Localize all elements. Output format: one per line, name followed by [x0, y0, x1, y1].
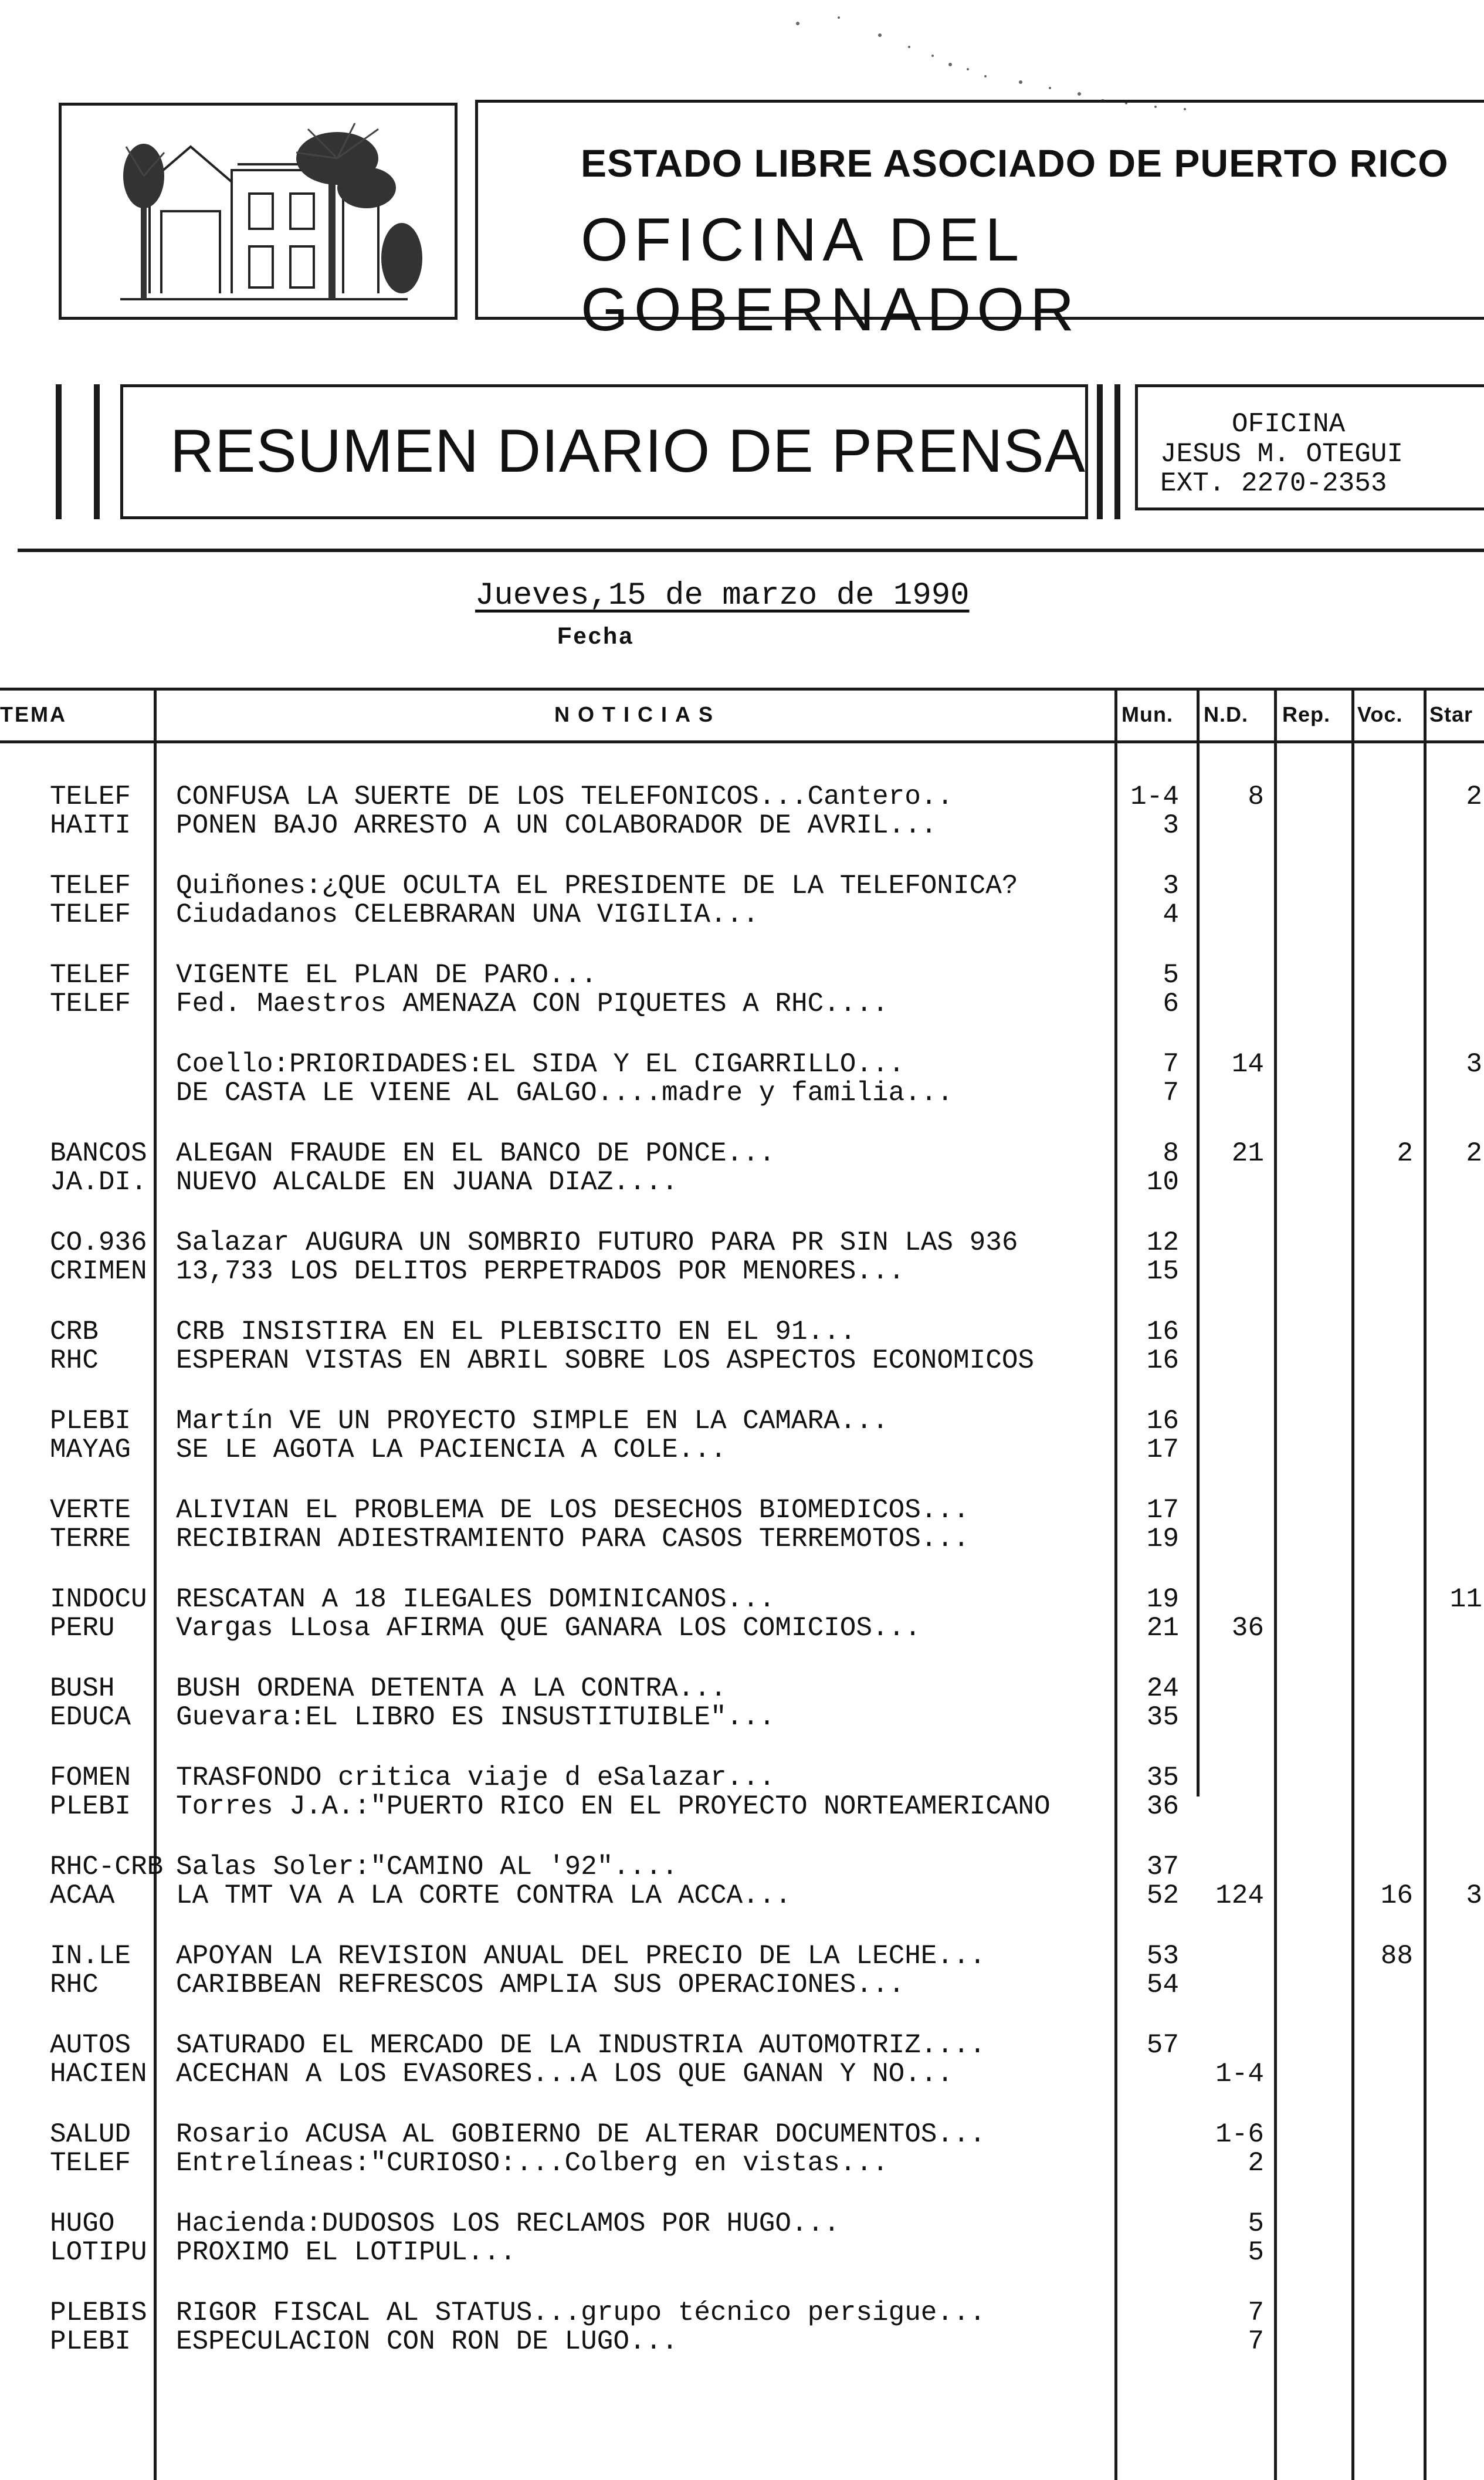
row-mun: 16: [1146, 1317, 1179, 1347]
row-star: 3: [1466, 1049, 1482, 1080]
row-noticia: TRASFONDO critica viaje d eSalazar...: [176, 1762, 775, 1793]
row-tema: AUTOS: [50, 2030, 131, 2061]
row-mun: 54: [1146, 1970, 1179, 2000]
logo-frame: [59, 103, 458, 320]
row-tema: PLEBI: [50, 2326, 131, 2357]
row-mun: 16: [1146, 1345, 1179, 1376]
row-tema: INDOCU: [50, 1584, 147, 1615]
row-tema: BUSH: [50, 1673, 115, 1704]
row-nd: 7: [1248, 2298, 1264, 2328]
row-nd: 7: [1248, 2326, 1264, 2357]
column-divider-noticias: [1114, 688, 1117, 2480]
row-tema: PLEBIS: [50, 2298, 147, 2328]
row-voc: 88: [1380, 1941, 1413, 1971]
office-name: OFICINA DEL GOBERNADOR: [581, 206, 1080, 344]
column-divider-nd: [1274, 688, 1277, 2480]
row-tema: PLEBI: [50, 1791, 131, 1822]
row-noticia: BUSH ORDENA DETENTA A LA CONTRA...: [176, 1673, 727, 1704]
row-tema: TELEF: [50, 2148, 131, 2178]
row-tema: SALUD: [50, 2119, 131, 2150]
row-star: 11: [1449, 1584, 1482, 1615]
row-nd: 124: [1215, 1880, 1264, 1911]
row-nd: 8: [1248, 781, 1264, 812]
column-divider-rep: [1351, 688, 1354, 2480]
row-mun: 19: [1146, 1584, 1179, 1615]
row-tema: LOTIPU: [50, 2237, 147, 2268]
summary-title: RESUMEN DIARIO DE PRENSA: [170, 417, 1086, 485]
row-voc: 2: [1397, 1138, 1413, 1169]
row-mun: 16: [1146, 1406, 1179, 1436]
row-tema: MAYAG: [50, 1434, 131, 1465]
row-mun: 37: [1146, 1852, 1179, 1882]
column-header-nd: N.D.: [1204, 702, 1248, 726]
row-tema: TELEF: [50, 960, 131, 990]
row-tema: TELEF: [50, 871, 131, 901]
row-tema: RHC: [50, 1345, 99, 1376]
column-header-noticias: NOTICIAS: [554, 702, 721, 726]
row-mun: 12: [1146, 1227, 1179, 1258]
row-noticia: ALIVIAN EL PROBLEMA DE LOS DESECHOS BIOMEDICOS...: [176, 1495, 970, 1525]
row-tema: VERTE: [50, 1495, 131, 1525]
row-noticia: APOYAN LA REVISION ANUAL DEL PRECIO DE LA LECHE...: [176, 1941, 986, 1971]
row-noticia: Martín VE UN PROYECTO SIMPLE EN LA CAMARA...: [176, 1406, 889, 1436]
row-tema: CRIMEN: [50, 1256, 147, 1287]
row-mun: 7: [1163, 1078, 1179, 1108]
row-tema: RHC: [50, 1970, 99, 2000]
row-tema: TELEF: [50, 989, 131, 1019]
row-noticia: Quiñones:¿QUE OCULTA EL PRESIDENTE DE LA TELEFONICA?: [176, 871, 1018, 901]
row-mun: 3: [1163, 871, 1179, 901]
row-nd: 2: [1248, 2148, 1264, 2178]
contact-line-3: EXT. 2270-2353: [1160, 468, 1387, 499]
column-header-mun: Mun.: [1122, 702, 1173, 726]
row-mun: 19: [1146, 1524, 1179, 1554]
banner-bar-left-1: [56, 384, 62, 519]
row-mun: 7: [1163, 1049, 1179, 1080]
column-header-tema: TEMA: [0, 702, 67, 726]
row-tema: ACAA: [50, 1880, 115, 1911]
row-nd: 1-6: [1215, 2119, 1264, 2150]
row-noticia: RECIBIRAN ADIESTRAMIENTO PARA CASOS TERREMOTOS...: [176, 1524, 970, 1554]
row-noticia: NUEVO ALCALDE EN JUANA DIAZ....: [176, 1167, 678, 1197]
row-tema: RHC-CRB: [50, 1852, 164, 1882]
row-mun: 52: [1146, 1880, 1179, 1911]
row-noticia: SATURADO EL MERCADO DE LA INDUSTRIA AUTOMOTRIZ....: [176, 2030, 986, 2061]
row-noticia: Torres J.A.:"PUERTO RICO EN EL PROYECTO NORTEAMERICANO: [176, 1791, 1051, 1822]
column-divider-tema: [154, 688, 157, 2480]
column-header-rep: Rep.: [1282, 702, 1331, 726]
row-star: 3: [1466, 1880, 1482, 1911]
row-mun: 53: [1146, 1941, 1179, 1971]
row-mun: 24: [1146, 1673, 1179, 1704]
row-star: 2: [1466, 1138, 1482, 1169]
row-noticia: RIGOR FISCAL AL STATUS...grupo técnico persigue...: [176, 2298, 986, 2328]
row-noticia: ACECHAN A LOS EVASORES...A LOS QUE GANAN Y NO...: [176, 2059, 954, 2089]
row-noticia: ESPECULACION CON RON DE LUGO...: [176, 2326, 678, 2357]
row-noticia: CONFUSA LA SUERTE DE LOS TELEFONICOS...Cantero..: [176, 781, 954, 812]
row-noticia: DE CASTA LE VIENE AL GALGO....madre y familia...: [176, 1078, 954, 1108]
row-tema: TERRE: [50, 1524, 131, 1554]
row-noticia: CRB INSISTIRA EN EL PLEBISCITO EN EL 91...: [176, 1317, 856, 1347]
row-nd: 1-4: [1215, 2059, 1264, 2089]
row-mun: 57: [1146, 2030, 1179, 2061]
row-tema: TELEF: [50, 899, 131, 930]
contact-line-1: OFICINA: [1232, 409, 1346, 439]
row-noticia: CARIBBEAN REFRESCOS AMPLIA SUS OPERACIONES...: [176, 1970, 905, 2000]
row-tema: CO.936: [50, 1227, 147, 1258]
row-noticia: 13,733 LOS DELITOS PERPETRADOS POR MENORES...: [176, 1256, 905, 1287]
row-noticia: Entrelíneas:"CURIOSO:...Colberg en vistas...: [176, 2148, 889, 2178]
row-voc: 16: [1380, 1880, 1413, 1911]
row-nd: 21: [1231, 1138, 1264, 1169]
row-noticia: ALEGAN FRAUDE EN EL BANCO DE PONCE...: [176, 1138, 775, 1169]
row-tema: HUGO: [50, 2208, 115, 2239]
table-header-top-rule: [0, 688, 1484, 691]
banner-bar-right-1: [1097, 384, 1103, 519]
row-mun: 15: [1146, 1256, 1179, 1287]
row-mun: 3: [1163, 810, 1179, 841]
row-mun: 21: [1146, 1613, 1179, 1643]
row-tema: FOMEN: [50, 1762, 131, 1793]
row-nd: 5: [1248, 2208, 1264, 2239]
row-tema: PERU: [50, 1613, 115, 1643]
row-tema: HAITI: [50, 810, 131, 841]
date-label: Fecha: [557, 623, 634, 649]
row-noticia: Hacienda:DUDOSOS LOS RECLAMOS POR HUGO...: [176, 2208, 840, 2239]
row-noticia: Guevara:EL LIBRO ES INSUSTITUIBLE"...: [176, 1702, 775, 1733]
row-nd: 14: [1231, 1049, 1264, 1080]
row-mun: 10: [1146, 1167, 1179, 1197]
row-mun: 35: [1146, 1762, 1179, 1793]
row-noticia: PROXIMO EL LOTIPUL...: [176, 2237, 516, 2268]
agency-name: ESTADO LIBRE ASOCIADO DE PUERTO RICO: [581, 141, 1449, 185]
governor-house-logo: [62, 106, 455, 317]
row-mun: 1-4: [1130, 781, 1179, 812]
report-date: Jueves,15 de marzo de 1990: [475, 578, 970, 614]
row-noticia: Salas Soler:"CAMINO AL '92"....: [176, 1852, 678, 1882]
row-mun: 5: [1163, 960, 1179, 990]
row-mun: 4: [1163, 899, 1179, 930]
row-mun: 8: [1163, 1138, 1179, 1169]
row-tema: PLEBI: [50, 1406, 131, 1436]
row-tema: HACIEN: [50, 2059, 147, 2089]
row-mun: 17: [1146, 1434, 1179, 1465]
row-noticia: RESCATAN A 18 ILEGALES DOMINICANOS...: [176, 1584, 775, 1615]
row-tema: BANCOS: [50, 1138, 147, 1169]
row-tema: JA.DI.: [50, 1167, 147, 1197]
row-noticia: Rosario ACUSA AL GOBIERNO DE ALTERAR DOCUMENTOS...: [176, 2119, 986, 2150]
row-noticia: PONEN BAJO ARRESTO A UN COLABORADOR DE AVRIL...: [176, 810, 937, 841]
banner-bar-left-2: [94, 384, 100, 519]
row-tema: TELEF: [50, 781, 131, 812]
row-star: 2: [1466, 781, 1482, 812]
row-mun: 6: [1163, 989, 1179, 1019]
row-noticia: Vargas LLosa AFIRMA QUE GANARA LOS COMICIOS...: [176, 1613, 921, 1643]
row-noticia: Salazar AUGURA UN SOMBRIO FUTURO PARA PR SIN LAS 936: [176, 1227, 1018, 1258]
row-noticia: Fed. Maestros AMENAZA CON PIQUETES A RHC....: [176, 989, 889, 1019]
banner-bar-right-2: [1114, 384, 1120, 519]
column-header-voc: Voc.: [1357, 702, 1403, 726]
header-rule: [18, 549, 1484, 552]
row-noticia: VIGENTE EL PLAN DE PARO...: [176, 960, 597, 990]
table-header-bottom-rule: [0, 740, 1484, 743]
row-noticia: SE LE AGOTA LA PACIENCIA A COLE...: [176, 1434, 727, 1465]
row-tema: CRB: [50, 1317, 99, 1347]
row-tema: IN.LE: [50, 1941, 131, 1971]
row-noticia: LA TMT VA A LA CORTE CONTRA LA ACCA...: [176, 1880, 791, 1911]
row-noticia: ESPERAN VISTAS EN ABRIL SOBRE LOS ASPECTOS ECONOMICOS: [176, 1345, 1035, 1376]
contact-line-2: JESUS M. OTEGUI: [1160, 439, 1404, 469]
row-tema: EDUCA: [50, 1702, 131, 1733]
row-mun: 35: [1146, 1702, 1179, 1733]
row-mun: 17: [1146, 1495, 1179, 1525]
column-divider-voc: [1424, 688, 1427, 2480]
row-nd: 36: [1231, 1613, 1264, 1643]
row-noticia: Ciudadanos CELEBRARAN UNA VIGILIA...: [176, 899, 759, 930]
row-noticia: Coello:PRIORIDADES:EL SIDA Y EL CIGARRILLO...: [176, 1049, 905, 1080]
column-header-star: Star: [1429, 702, 1473, 726]
row-nd: 5: [1248, 2237, 1264, 2268]
row-mun: 36: [1146, 1791, 1179, 1822]
